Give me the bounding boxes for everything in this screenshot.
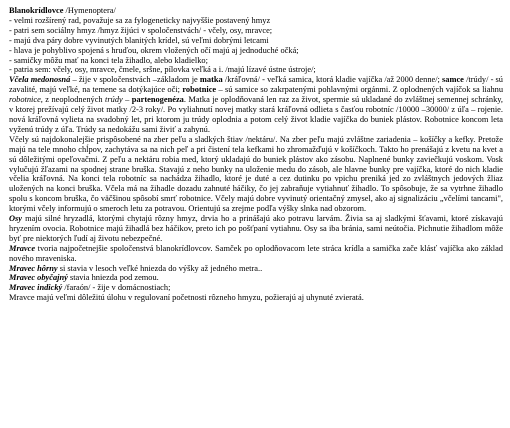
- bullet-line: - samičky môžu mať na konci tela žihadlo, alebo kladielko;: [9, 55, 208, 65]
- text-run: si stavia v lesoch veľké hniezda do výšky až jedného metra..: [57, 263, 263, 273]
- bullet-line: - majú dva páry dobre vyvinutých blanitých krídel, sú veľmi dobrými letcami: [9, 35, 269, 45]
- text-run: partenogenéza: [131, 95, 184, 105]
- paragraph-mravec-indicky: [9, 283, 503, 293]
- bullet-line: - velmi rozšírený rad, považuje sa za fylogeneticky najvyššie postavený hmyz: [9, 15, 271, 25]
- paragraph-zaver: [9, 293, 503, 303]
- paragraph-osy: [9, 214, 503, 244]
- text-run: Osy: [9, 214, 23, 224]
- text-run: robotnice: [182, 85, 217, 95]
- text-run: stavia hniezda pod zemou.: [67, 273, 159, 283]
- paragraph-vcela: [9, 75, 503, 134]
- text-run: /kráľovná/ - veľká samica, ktorá kladie vajíčka /až 2000 denne/;: [222, 75, 443, 85]
- title-rest: /Hymenoptera/: [63, 6, 116, 15]
- text-run: . Matka je oplodňovaná len raz za život, spermie sú ukladané do zvláštnej semennej schránky, v ktorej prežívajú celý život matky /2-3 roky/. Po vyliahnutí novej matky stará kráľovná odlieta s časťou robotníc /10000 –30000/ z úľa – rojenie. nová kráľovná vylieta na svadobný let, pri ktorom ju trúdy oplodnia a potom celý život kladie vajíčka do buniek plástov. Robotnice koncom leta vyženú trúdy z úľa. Trúdy sa nedokážu sami živiť a zahynú.: [9, 95, 504, 134]
- document-body: [9, 6, 503, 303]
- text-run: , z neoplodnených: [40, 95, 106, 105]
- text-run: Mravec indický: [9, 283, 63, 293]
- text-run: /trúdy/ - sú zavalité, majú veľké, na temene sa dotýkajúce oči;: [9, 75, 503, 95]
- title-bold: Blanokrídlovce: [9, 6, 64, 15]
- text-run: Včela medonosná: [9, 75, 71, 85]
- text-run: Mravce: [9, 243, 36, 253]
- paragraph-mravec-horny: [9, 264, 503, 274]
- text-run: Mravce majú veľmi dôležitú úlohu v regulovaní početnosti rôzneho hmyzu, požierajú aj uhynuté zvieratá.: [9, 293, 364, 303]
- bullet-line: - patria sem: včely, osy, mravce, čmele, sršne, pílovka veľká a i. /majú lízavé ústne ústroje/;: [9, 65, 316, 75]
- text-run: Mravec hôrny: [9, 263, 58, 273]
- bullet-line: - hlava je pohyblivo spojená s hruďou, okrem vložených očí majú aj jednoduché očká;: [9, 45, 299, 55]
- text-run: samce: [442, 75, 464, 85]
- text-run: majú silné hryzadlá, ktorými chytajú rôzny hmyz, drvia ho a prinášajú ako potravu larvám. Živia sa aj sladkými šťavami, ktoré získavajú hryzením ovocia. Robotnice majú žihadlá bez háčikov, preto ich po pošťpaní vytiahnu. Osy sa iba bránia, sami neútočia. Pichnutie žihadlom môže byť pre niektorých ľudí aj životu nebezpečné.: [9, 214, 503, 243]
- text-run: – žije v spoločenstvách –základom je: [70, 75, 200, 85]
- text-run: matka: [199, 75, 223, 85]
- text-run: tvoria najpočetnejšie spoločenstvá blanokrídlovcov. Samček po oplodňovacom lete stráca krídla a samička zače klásť vajíčka ako základ nového mraveniska.: [9, 243, 503, 263]
- text-run: robotnice: [9, 95, 41, 105]
- text-run: trúdy: [105, 95, 123, 105]
- text-run: Včely sú najdokonalejšie prispôsobené na zber peľu a sladkých štiav /nektáru/. Na zber peľu majú zvláštne zariadenia – košíčky a kefky. Pretože majú na tele mnoho chĺpov, zachytáva sa na nich peľ a pri čistení tela kefkami ho zhromažďujú v košíčkoch. Takto ho prenášajú z kvetu na kvet a sú dôležitými opeľovačmi. Z peľu a nektáru robia med, ktorý ukladajú do buniek plástov ako zásobu. Naplnené bunky zaviečkujú voskom. Vosk vylučujú žľazami na spodnej strane bruška. Stavajú z neho bunky na uloženie medu do zásob, ale hlavne bunky pre vajíčka, ktoré do nich kladie včelia kráľovná. Na konci tela robotníc sa nachádza žihadlo, ktoré je duté a cez dutinku po vpichu preniká jed zo zvláštnych jedových žliaz uložených na konci bruška. Včela má na žihadle dozadu zahnuté háčiky, čo jej zabraňuje vytiahnuť žihadlo. To spôsobuje, že sa vytrhne žihadlo spolu s koncom bruška, čo väčšinou spôsobí smrť robotnice. Včely majú dobre vyvinutý orientačný zmysel, ako aj signalizáciu „včelími tancami", ktorými včely informujú o smeroch letu za potravou. Orientujú sa zrejme podľa výšky slnka nad obzorom.: [9, 134, 503, 214]
- text-run: Mravec obyčajný: [9, 273, 68, 283]
- text-run: –: [122, 95, 132, 105]
- bullet-line: - patri sem sociálny hmyz /hmyz žijúci v spoločenstvách/ - včely, osy, mravce;: [9, 25, 273, 35]
- paragraph-zber: [9, 135, 503, 214]
- text-run: /faraón/ - žije v domácnostiach;: [62, 283, 171, 293]
- paragraph-mravce: [9, 244, 503, 264]
- paragraph-mravec-obycajny: [9, 273, 503, 283]
- text-run: – sú samice so zakrpatenými pohlavnými orgánmi. Z oplodnených vajíčok sa liahnu: [216, 85, 504, 95]
- document-title: [9, 6, 503, 16]
